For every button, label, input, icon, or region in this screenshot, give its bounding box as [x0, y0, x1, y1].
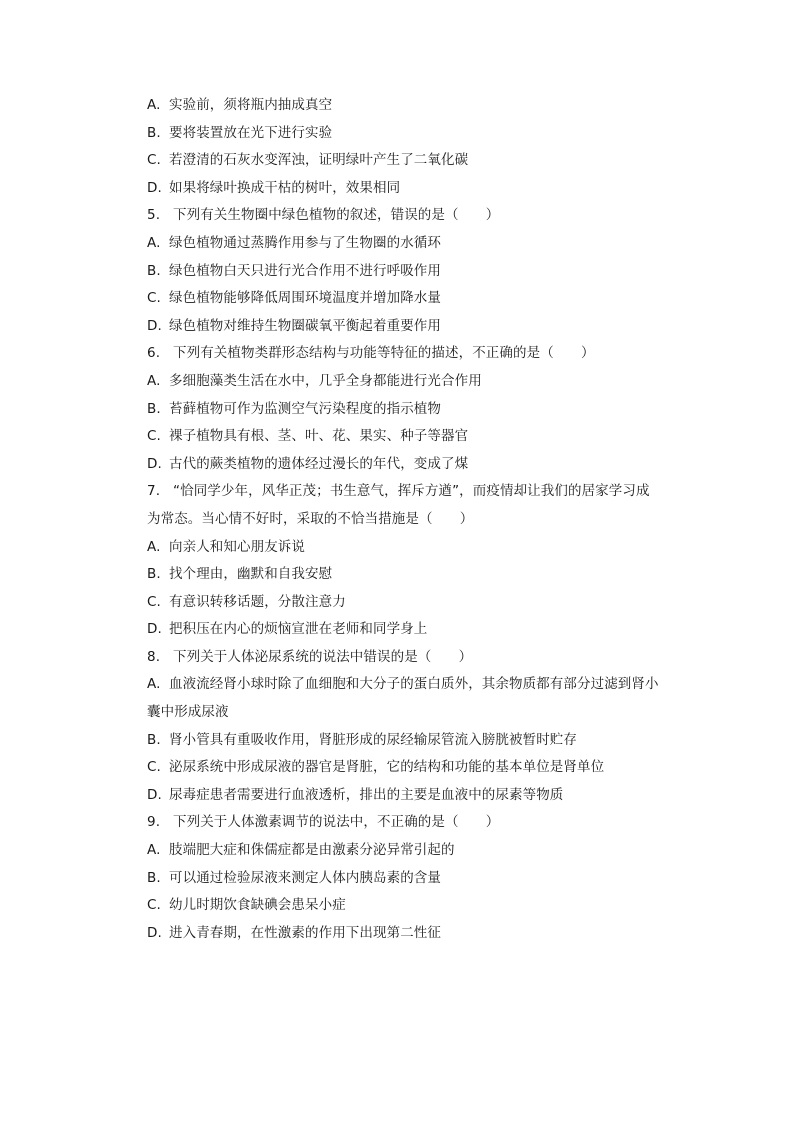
q9-stem: 9. 下列关于人体激素调节的说法中，不正确的是（ ）: [147, 814, 500, 831]
q9-option-d: D. 进入青春期，在性激素的作用下出现第二性征: [147, 924, 441, 941]
question-content: [147, 92, 687, 947]
q8-stem: 8. 下列关于人体泌尿系统的说法中错误的是（ ）: [147, 648, 473, 665]
q7-option-b: B. 找个理由，幽默和自我安慰: [147, 566, 333, 583]
q4-option-a: A. 实验前，须将瓶内抽成真空: [147, 97, 333, 113]
q4-option-d: D. 如果将绿叶换成干枯的树叶，效果相同: [147, 179, 401, 196]
q8-option-a-line1: A. 血液流经肾小球时除了血细胞和大分子的蛋白质外，其余物质都有部分过滤到肾小: [147, 676, 659, 693]
q7-option-d: D. 把积压在内心的烦恼宣泄在老师和同学身上: [147, 621, 428, 638]
q6-option-b: B. 苔藓植物可作为监测空气污染程度的指示植物: [147, 400, 441, 417]
q7-stem-line1: 7. “恰同学少年，风华正茂；书生意气，挥斥方遒”，而疫情却让我们的居家学习成: [147, 483, 650, 500]
q5-option-b: B. 绿色植物白天只进行光合作用不进行呼吸作用: [147, 262, 441, 279]
q6-option-a: A. 多细胞藻类生活在水中，几乎全身都能进行光合作用: [147, 372, 482, 389]
q6-option-d: D. 古代的蕨类植物的遗体经过漫长的年代，变成了煤: [147, 455, 469, 472]
q9-option-a: A. 肢端肥大症和侏儒症都是由激素分泌异常引起的: [147, 842, 455, 859]
q8-option-b: B. 肾小管具有重吸收作用，肾脏形成的尿经输尿管流入膀胱被暂时贮存: [147, 731, 577, 748]
q8-option-a-line2: 囊中形成尿液: [147, 704, 229, 721]
q4-option-c: C. 若澄清的石灰水变浑浊，证明绿叶产生了二氧化碳: [147, 152, 469, 169]
q7-option-a: A. 向亲人和知心朋友诉说: [147, 538, 305, 555]
q5-stem: 5. 下列有关生物圈中绿色植物的叙述，错误的是（ ）: [147, 207, 500, 224]
q9-option-c: C. 幼儿时期饮食缺碘会患呆小症: [147, 897, 346, 914]
q5-option-a: A. 绿色植物通过蒸腾作用参与了生物圈的水循环: [147, 234, 441, 251]
q6-option-c: C. 裸子植物具有根、茎、叶、花、果实、种子等器官: [147, 428, 469, 445]
q4-option-b: B. 要将装置放在光下进行实验: [147, 124, 333, 141]
q8-option-d: D. 尿毒症患者需要进行血液透析，排出的主要是血液中的尿素等物质: [147, 786, 564, 803]
q8-option-c: C. 泌尿系统中形成尿液的器官是肾脏，它的结构和功能的基本单位是肾单位: [147, 759, 605, 776]
q7-option-c: C. 有意识转移话题，分散注意力: [147, 593, 346, 610]
q7-stem-line2: 为常态。当心情不好时，采取的不恰当措施是（ ）: [147, 510, 474, 527]
q5-option-c: C. 绿色植物能够降低周围环境温度并增加降水量: [147, 290, 441, 307]
q9-option-b: B. 可以通过检验尿液来测定人体内胰岛素的含量: [147, 869, 441, 886]
q5-option-d: D. 绿色植物对维持生物圈碳氧平衡起着重要作用: [147, 317, 441, 334]
q6-stem: 6. 下列有关植物类群形态结构与功能等特征的描述，不正确的是（ ）: [147, 345, 595, 362]
